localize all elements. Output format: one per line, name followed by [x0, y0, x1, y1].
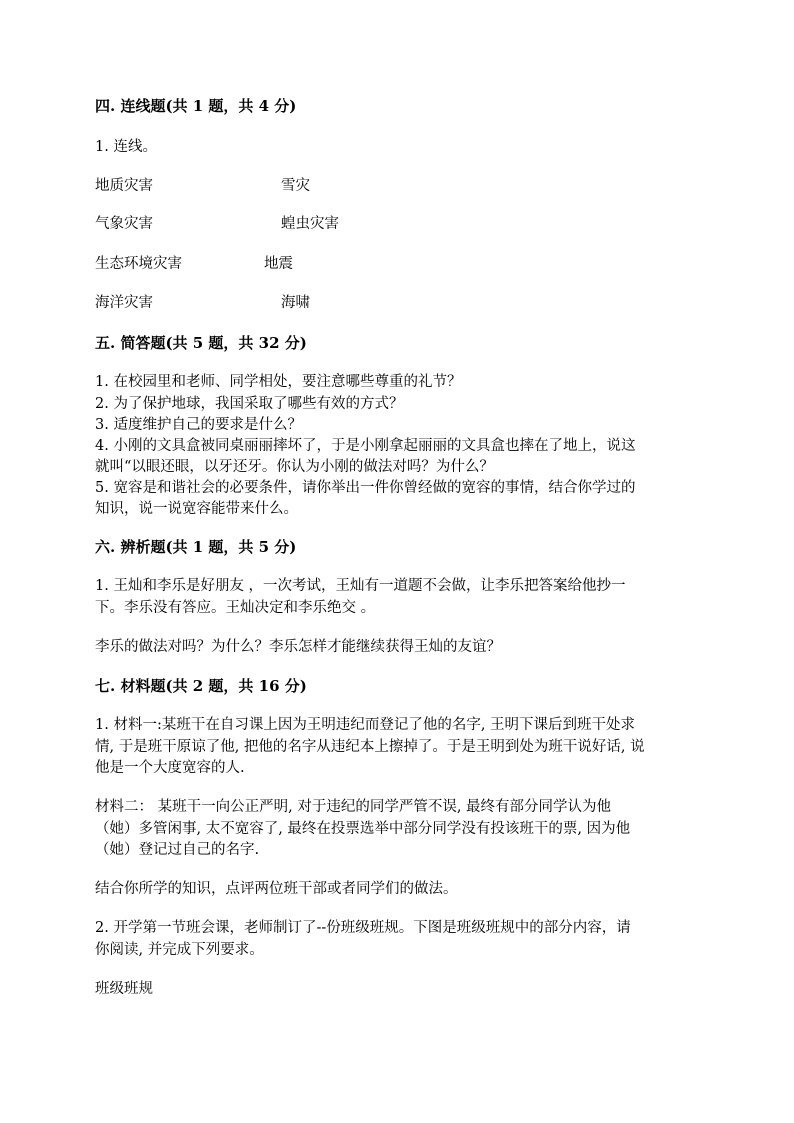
section-6-line-3: 李乐的做法对吗？为什么？李乐怎样才能继续获得王灿的友谊？ — [95, 639, 501, 655]
section-7-line-4: 材料二： 某班干一向公正严明, 对于违纪的同学严管不误, 最终有部分同学认为他 — [95, 799, 612, 815]
section-6-line-2: 下。李乐没有答应。王灿决定和李乐绝交 。 — [95, 600, 376, 616]
match-right-item-3: 地震 — [264, 256, 293, 272]
match-right-item-4: 海啸 — [281, 295, 310, 311]
match-left-item-4: 海洋灾害 — [95, 295, 153, 311]
section-6-heading: 六. 辨析题(共 1 题，共 5 分) — [95, 538, 297, 556]
section-4-question-1: 1. 连线。 — [95, 139, 157, 155]
section-7-line-5: （她）多管闲事, 太不宽容了, 最终在投票选举中部分同学没有投该班干的票, 因为他 — [95, 821, 631, 837]
section-6-line-1: 1. 王灿和李乐是好朋友 ，一次考试，王灿有一道题不会做，让李乐把答案给他抄一 — [95, 578, 626, 594]
section-5-line-7: 知识，说一说宽容能带来什么。 — [95, 501, 298, 517]
section-5-line-5: 就叫“以眼还眼，以牙还牙。你认为小刚的做法对吗？为什么？ — [95, 459, 494, 475]
section-4-heading: 四. 连线题(共 1 题，共 4 分) — [95, 97, 297, 115]
section-7-line-6: （她）登记过自己的名字. — [95, 842, 260, 858]
match-left-item-2: 气象灾害 — [95, 216, 153, 232]
section-7-line-8: 2. 开学第一节班会课，老师制订了--份班级班规。下图是班级班规中的部分内容，请 — [95, 920, 631, 936]
section-5-line-1: 1. 在校园里和老师、同学相处，要注意哪些尊重的礼节？ — [95, 374, 462, 390]
section-7-line-10: 班级班规 — [95, 981, 153, 997]
section-7-line-2: 情, 于是班干原谅了他, 把他的名字从违纪本上擦掉了。于是王明到处为班干说好话, 说 — [95, 739, 645, 755]
match-right-item-2: 蝗虫灾害 — [281, 216, 339, 232]
section-5-heading: 五. 简答题(共 5 题，共 32 分) — [95, 334, 307, 352]
section-5-line-2: 2. 为了保护地球，我国采取了哪些有效的方式？ — [95, 396, 404, 412]
match-left-item-3: 生态环境灾害 — [95, 256, 182, 272]
section-7-line-3: 他是一个大度宽容的人. — [95, 760, 245, 776]
section-7-line-7: 结合你所学的知识，点评两位班干部或者同学们的做法。 — [95, 881, 458, 897]
section-5-line-4: 4. 小刚的文具盒被同桌丽丽摔坏了，于是小刚拿起丽丽的文具盒也摔在了地上，说这 — [95, 438, 636, 454]
section-7-line-1: 1. 材料一:某班干在自习课上因为王明违纪而登记了他的名字, 王明下课后到班干处求 — [95, 717, 636, 733]
section-7-heading: 七. 材料题(共 2 题，共 16 分) — [95, 677, 307, 695]
match-right-item-1: 雪灾 — [281, 178, 310, 194]
section-5-line-3: 3. 适度维护自己的要求是什么？ — [95, 417, 302, 433]
section-5-line-6: 5. 宽容是和谐社会的必要条件，请你举出一件你曾经做的宽容的事情，结合你学过的 — [95, 480, 636, 496]
section-7-line-9: 你阅读, 并完成下列要求。 — [95, 942, 264, 958]
match-left-item-1: 地质灾害 — [95, 178, 153, 194]
